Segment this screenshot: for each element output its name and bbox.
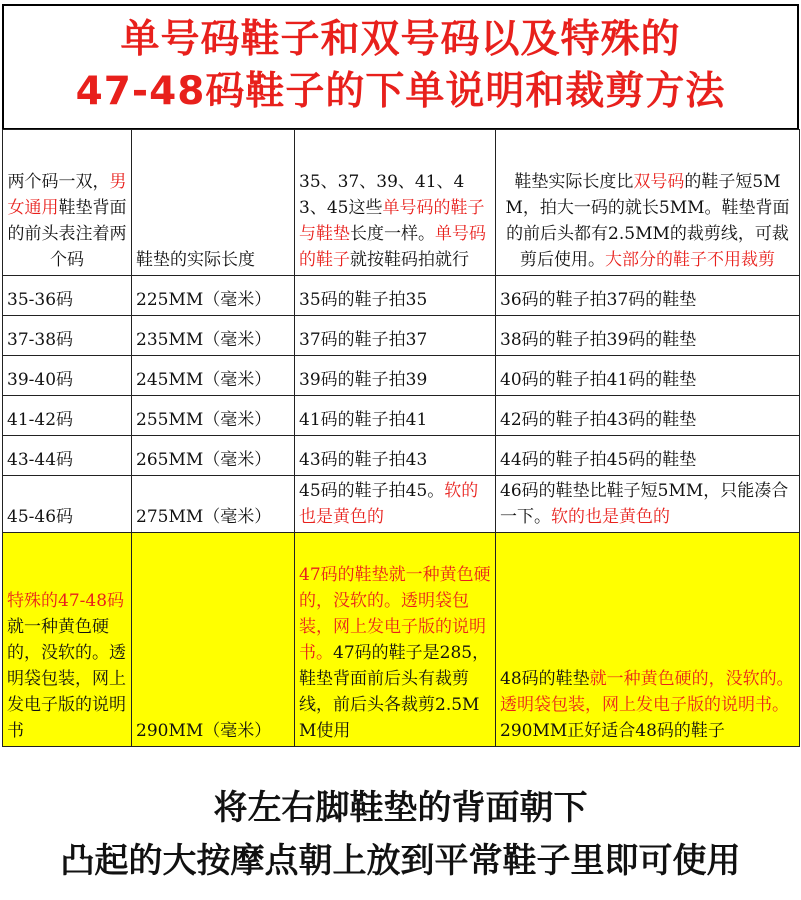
table-row: [3, 396, 800, 436]
single-cell: 41码的鞋子拍41: [295, 396, 496, 436]
header-double: 鞋垫实际长度比双号码的鞋子短5MM，拍大一码的就长5MM。鞋垫背面的前后头都有2.5MM的裁剪线，可裁剪后使用。大部分的鞋子不用裁剪: [496, 130, 800, 276]
length-cell: 275MM（毫米）: [132, 476, 295, 533]
table-row: [3, 436, 800, 476]
header-size: 两个码一双，男女通用鞋垫背面的前头表注着两个码: [3, 130, 132, 276]
size-cell: 43-44码: [3, 436, 132, 476]
size-cell: 45-46码: [3, 476, 132, 533]
special-size-cell: 特殊的47-48码就一种黄色硬的，没软的。透明袋包装，网上发电子版的说明书: [3, 533, 132, 747]
special-double-cell: 48码的鞋垫就一种黄色硬的，没软的。透明袋包装，网上发电子版的说明书。290MM正好适合48码的鞋子: [496, 533, 800, 747]
length-cell: 265MM（毫米）: [132, 436, 295, 476]
double-cell: 36码的鞋子拍37码的鞋垫: [496, 276, 800, 316]
double-cell: 46码的鞋垫比鞋子短5MM，只能凑合一下。软的也是黄色的: [496, 476, 800, 533]
size-cell: 41-42码: [3, 396, 132, 436]
footer-line-2: 凸起的大按摩点朝上放到平常鞋子里即可使用: [60, 841, 741, 881]
special-single-cell: 47码的鞋垫就一种黄色硬的，没软的。透明袋包装，网上发电子版的说明书。47码的鞋子是285，鞋垫背面前后头有裁剪线，前后头各裁剪2.5MM使用: [295, 533, 496, 747]
title-line-1: 单号码鞋子和双号码以及特殊的: [120, 17, 681, 62]
size-cell: 39-40码: [3, 356, 132, 396]
title-line-2: 47-48码鞋子的下单说明和裁剪方法: [75, 69, 726, 114]
size-cell: 37-38码: [3, 316, 132, 356]
single-cell: 37码的鞋子拍37: [295, 316, 496, 356]
length-cell: 235MM（毫米）: [132, 316, 295, 356]
table-row: [3, 356, 800, 396]
size-cell: 35-36码: [3, 276, 132, 316]
size-table: [2, 129, 800, 747]
single-cell: 43码的鞋子拍43: [295, 436, 496, 476]
special-row: [3, 533, 800, 747]
double-cell: 42码的鞋子拍43码的鞋垫: [496, 396, 800, 436]
header-length: 鞋垫的实际长度: [132, 130, 295, 276]
single-cell: 35码的鞋子拍35: [295, 276, 496, 316]
double-cell: 38码的鞋子拍39码的鞋垫: [496, 316, 800, 356]
single-cell: 39码的鞋子拍39: [295, 356, 496, 396]
double-cell: 40码的鞋子拍41码的鞋垫: [496, 356, 800, 396]
header-single: 35、37、39、41、43、45这些单号码的鞋子与鞋垫长度一样。单号码的鞋子就按鞋码拍就行: [295, 130, 496, 276]
title-banner: [2, 4, 799, 130]
table-row: [3, 476, 800, 533]
single-cell: 45码的鞋子拍45。软的也是黄色的: [295, 476, 496, 533]
length-cell: 225MM（毫米）: [132, 276, 295, 316]
footer-line-1: 将左右脚鞋垫的背面朝下: [213, 788, 588, 828]
double-cell: 44码的鞋子拍45码的鞋垫: [496, 436, 800, 476]
length-cell: 245MM（毫米）: [132, 356, 295, 396]
special-length-cell: 290MM（毫米）: [132, 533, 295, 747]
table-row: [3, 316, 800, 356]
length-cell: 255MM（毫米）: [132, 396, 295, 436]
header-row: [3, 130, 800, 276]
table-row: [3, 276, 800, 316]
